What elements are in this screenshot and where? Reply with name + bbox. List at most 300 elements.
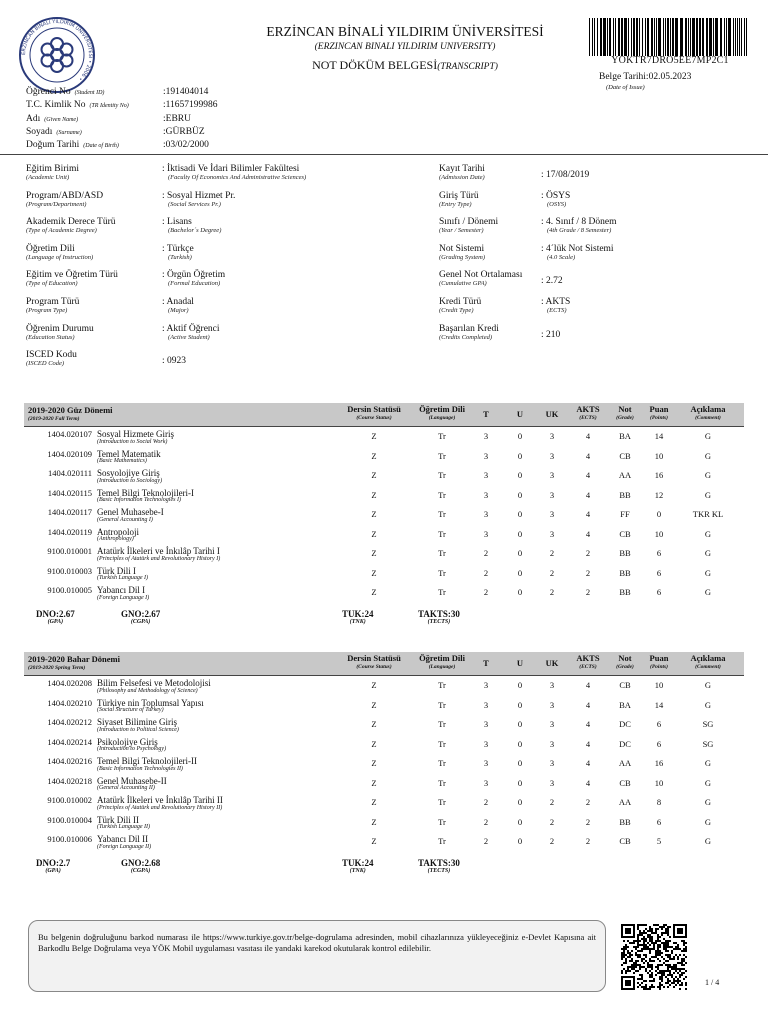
course-grade: AA	[618, 758, 632, 768]
academic-label-text: Sınıfı / Dönemi	[439, 217, 499, 228]
course-points: 12	[654, 489, 664, 500]
course-points: 10	[654, 450, 664, 461]
course-code: 9100.010001	[47, 546, 92, 556]
course-t: 2	[483, 816, 489, 827]
field-label-en: (Date of Birth)	[83, 143, 119, 150]
academic-label-en: (Language of Instruction)	[26, 253, 94, 261]
course-code: 1404.020216	[47, 756, 92, 766]
column-header-akts: AKTS	[576, 404, 600, 414]
course-name-en: (Introduction to Sociology)	[97, 477, 163, 484]
course-status: Z	[371, 699, 377, 710]
course-u: 0	[517, 797, 523, 807]
course-name-en: (Basic Information Technologies I)	[97, 497, 181, 503]
column-header-akts-en: (ECTS)	[579, 415, 597, 421]
course-uk: 3	[549, 758, 555, 768]
field-value-text: 191404014	[165, 87, 209, 97]
field-label	[26, 87, 163, 99]
qr-code-icon	[621, 924, 687, 990]
academic-value-en: (ECTS)	[547, 307, 567, 314]
academic-label	[439, 217, 498, 234]
course-code: 1404.020115	[47, 487, 92, 498]
course-comment: G	[704, 816, 712, 827]
academic-value-en: (Active Student)	[168, 333, 210, 341]
logo-ring-text: ERZİNCAN BİNALİ YILDIRIM ÜNİVERSİTESİ • 2006 •	[20, 18, 94, 82]
course-uk: 3	[549, 699, 555, 710]
course-name-en: (Principles of Atatürk and Revolutionary History I)	[97, 555, 221, 562]
course-u: 0	[517, 587, 523, 597]
field-label-text: Soyadı	[26, 126, 53, 137]
course-comment: G	[704, 797, 712, 807]
academic-value-line: : Lisans	[162, 217, 192, 228]
course-comment: SG	[702, 738, 714, 749]
course-name-en: (Introduction to Political Science)	[97, 726, 179, 733]
field-label	[26, 127, 163, 139]
academic-label	[439, 324, 499, 341]
column-header-points-en: (Points)	[649, 415, 669, 421]
academic-value-text: Örgün Öğretim	[167, 270, 226, 281]
academic-label-text: Eğitim Birimi	[26, 164, 80, 174]
course-name-en: (Turkish Language I)	[97, 575, 148, 581]
summary-takts-value: TAKTS:30	[418, 608, 460, 619]
table-row	[24, 815, 744, 835]
course-uk: 3	[549, 470, 555, 480]
field-label-text: T.C. Kimlik No	[26, 100, 86, 111]
course-lang: Tr	[438, 528, 446, 539]
course-code: 1404.020111	[48, 468, 92, 478]
course-comment: G	[704, 680, 712, 690]
column-header-points: Puan	[649, 404, 669, 414]
course-status: Z	[371, 738, 377, 749]
course-status: Z	[371, 777, 377, 788]
course-status: Z	[371, 470, 377, 480]
column-header-comment-en: (Comment)	[695, 415, 721, 421]
summary-gno-en: (CGPA)	[130, 867, 151, 874]
column-header-akts-en: (ECTS)	[579, 664, 597, 670]
course-status: Z	[371, 450, 377, 461]
course-name: Psikolojiye Giriş	[97, 736, 158, 747]
table-row	[24, 507, 744, 527]
course-akts: 4	[585, 489, 591, 500]
course-points: 6	[656, 816, 662, 827]
course-t: 2	[483, 567, 489, 578]
course-comment: G	[704, 450, 712, 461]
semester-title: 2019-2020 Güz Dönemi	[28, 405, 113, 415]
course-lang: Tr	[438, 719, 446, 729]
academic-label	[439, 191, 479, 208]
course-u: 0	[517, 836, 523, 846]
course-lang: Tr	[438, 680, 446, 690]
course-uk: 2	[549, 567, 555, 578]
course-u: 0	[517, 489, 523, 500]
course-t: 3	[483, 489, 489, 500]
course-points: 6	[656, 587, 662, 597]
academic-value	[162, 164, 306, 181]
course-akts: 2	[585, 548, 591, 558]
summary-tuk-value: TUK:24	[342, 857, 374, 868]
course-name: Türk Dili I	[97, 565, 136, 576]
verification-text: Bu belgenin doğruluğunu barkod numarası ile https://www.turkiye.gov.tr/belge-dogrulama adresinden, mobil cihazlarınıza yükleyeceğiniz e-Devlet Kapısına ait Barkodlu Belge Doğrulama veya YÖK Mobil uygulaması vasıtası ile yandaki karekod okutularak kontrol edilebilir.	[38, 932, 596, 953]
academic-value	[162, 191, 235, 208]
course-u: 0	[517, 567, 523, 578]
academic-label-en: (Grading System)	[439, 253, 486, 261]
table-row	[24, 834, 744, 854]
course-code: 1404.020218	[47, 775, 92, 786]
column-header-status-en: (Course Status)	[356, 415, 392, 421]
course-t: 2	[483, 548, 489, 558]
course-grade: BB	[619, 489, 631, 500]
course-code: 1404.020208	[47, 678, 92, 688]
field-value-text: 03/02/2000	[165, 140, 209, 151]
course-uk: 3	[549, 450, 555, 461]
course-t: 2	[483, 836, 489, 846]
course-status: Z	[371, 548, 377, 558]
course-name-en: (Principles of Atatürk and Revolutionary History II)	[97, 804, 223, 811]
academic-value-text: 4´lük Not Sistemi	[546, 243, 614, 254]
course-u: 0	[517, 548, 523, 558]
semester-title-en: (2019-2020 Fall Term)	[28, 416, 80, 422]
table-row	[24, 678, 744, 698]
course-name: Bilim Felsefesi ve Metodolojisi	[97, 678, 211, 688]
course-comment: G	[704, 587, 712, 597]
column-header-t: T	[483, 409, 489, 419]
course-u: 0	[517, 816, 523, 827]
university-seal-icon	[18, 16, 96, 94]
course-name: Türk Dili II	[97, 814, 139, 825]
course-grade: BA	[619, 431, 631, 441]
course-uk: 3	[549, 738, 555, 749]
academic-value	[162, 297, 194, 314]
field-value-text: GÜRBÜZ	[165, 126, 205, 137]
issue-date-en: (Date of Issue)	[606, 84, 645, 91]
course-points: 0	[656, 509, 662, 519]
course-lang: Tr	[438, 816, 446, 827]
course-points: 6	[656, 719, 662, 729]
field-label-text: Öğrenci No	[26, 87, 71, 97]
academic-value-text: İktisadi Ve İdari Bilimler Fakültesi	[167, 164, 300, 174]
academic-label	[26, 164, 79, 181]
academic-value-en: (OSYS)	[547, 200, 567, 208]
table-row	[24, 776, 744, 796]
course-comment: G	[704, 758, 712, 768]
student-field	[26, 127, 205, 139]
academic-value-text: 17/08/2019	[546, 170, 590, 180]
course-name: Türkiye nin Toplumsal Yapısı	[97, 697, 204, 708]
summary-tuk	[342, 859, 374, 875]
academic-label-text: Öğrenim Durumu	[26, 323, 94, 334]
table-row	[24, 449, 744, 469]
course-t: 3	[483, 719, 489, 729]
summary-dno	[36, 610, 75, 626]
academic-value-line: : 4´lük Not Sistemi	[541, 243, 614, 254]
summary-tuk-en: (TNK)	[349, 867, 366, 874]
summary-takts-en: (TECTS)	[427, 618, 451, 625]
course-t: 3	[483, 738, 489, 749]
course-comment: G	[704, 836, 712, 846]
course-u: 0	[517, 699, 523, 710]
course-uk: 2	[549, 797, 555, 807]
course-uk: 3	[549, 777, 555, 788]
course-comment: G	[704, 489, 712, 500]
document-title	[150, 58, 660, 73]
course-t: 3	[483, 450, 489, 461]
course-lang: Tr	[438, 587, 446, 597]
summary-gno	[121, 859, 160, 875]
course-t: 3	[483, 431, 489, 441]
academic-value-text: 4. Sınıf / 8 Dönem	[546, 217, 617, 228]
course-comment: G	[704, 470, 712, 480]
academic-value	[541, 276, 563, 286]
table-row	[24, 566, 744, 586]
academic-label-text: Eğitim ve Öğretim Türü	[26, 270, 118, 281]
course-code: 1404.020210	[47, 697, 92, 708]
academic-value-line: : Türkçe	[162, 243, 194, 254]
course-status: Z	[371, 680, 377, 690]
course-akts: 4	[585, 680, 591, 690]
course-lang: Tr	[438, 509, 446, 519]
course-status: Z	[371, 431, 377, 441]
course-lang: Tr	[438, 450, 446, 461]
student-field	[26, 100, 218, 112]
academic-value	[541, 330, 560, 340]
table-row	[24, 546, 744, 566]
course-comment: SG	[702, 719, 714, 729]
course-name: Sosyal Hizmete Giriş	[97, 429, 174, 439]
course-akts: 4	[585, 738, 591, 749]
summary-gno-en: (CGPA)	[130, 618, 151, 625]
academic-label-en: (Entry Type)	[439, 200, 472, 208]
academic-value-line: : Örgün Öğretim	[162, 270, 226, 281]
academic-label-text: Program Türü	[26, 297, 80, 307]
academic-label	[439, 297, 481, 314]
course-name: Genel Muhasebe-II	[97, 775, 167, 786]
course-name-en: (Basic Information Technologies II)	[97, 765, 183, 772]
course-code: 9100.010003	[47, 565, 92, 576]
course-t: 3	[483, 528, 489, 539]
divider	[0, 154, 768, 155]
course-name-en: (Basic Mathematics)	[97, 458, 147, 464]
course-uk: 2	[549, 548, 555, 558]
doc-title-en: (TRANSCRIPT)	[437, 62, 498, 72]
academic-value	[162, 270, 225, 287]
course-grade: BB	[619, 587, 631, 597]
course-name: Temel Bilgi Teknolojileri-II	[97, 756, 198, 766]
course-akts: 4	[585, 528, 591, 539]
academic-value-line: : 0923	[162, 356, 187, 367]
academic-value-line: : Anadal	[162, 297, 194, 307]
column-header-uk: UK	[545, 658, 559, 668]
academic-value-text: Aktif Öğrenci	[166, 323, 220, 334]
table-row	[24, 737, 744, 757]
academic-value-line: : Sosyal Hizmet Pr.	[162, 190, 236, 201]
summary-takts-value: TAKTS:30	[418, 857, 460, 868]
course-name: Genel Muhasebe-I	[97, 507, 164, 517]
course-name: Yabancı Dil II	[97, 834, 149, 844]
academic-label-text: ISCED Kodu	[26, 350, 77, 361]
course-status: Z	[371, 489, 377, 500]
field-label-en: (Student ID)	[74, 90, 105, 96]
academic-label	[439, 244, 485, 261]
course-akts: 4	[585, 758, 591, 768]
column-header-lang: Öğretim Dili	[419, 404, 465, 414]
field-value: :03/02/2000	[163, 140, 209, 151]
field-value-text: EBRU	[165, 113, 191, 124]
course-points: 10	[654, 680, 664, 690]
academic-value-en: (Formal Education)	[168, 280, 221, 288]
course-akts: 2	[585, 567, 591, 578]
page-number: 1 / 4	[705, 978, 720, 987]
course-u: 0	[517, 450, 523, 461]
course-u: 0	[517, 509, 523, 519]
summary-dno-en: (GPA)	[47, 618, 64, 625]
course-uk: 3	[549, 509, 555, 519]
table-row	[24, 717, 744, 737]
course-t: 3	[483, 758, 489, 768]
academic-value-text: ÖSYS	[546, 190, 571, 201]
academic-label-text: Not Sistemi	[439, 243, 485, 254]
course-lang: Tr	[438, 431, 446, 441]
column-header-grade: Not	[618, 404, 632, 414]
academic-value-text: Lisans	[167, 217, 192, 228]
field-value: :191404014	[163, 87, 209, 97]
course-points: 5	[656, 836, 662, 846]
academic-value-line: : Aktif Öğrenci	[162, 323, 220, 334]
semester-title: 2019-2020 Bahar Dönemi	[28, 654, 120, 664]
course-grade: CB	[619, 777, 631, 788]
academic-value-text: 2.72	[546, 276, 563, 287]
academic-label-en: (Type of Academic Degree)	[26, 227, 97, 235]
academic-value-en: (Major)	[168, 307, 189, 314]
column-header-comment-en: (Comment)	[695, 664, 721, 670]
table-row	[24, 527, 744, 547]
summary-tuk	[342, 610, 374, 626]
academic-label-en: (Cumulative GPA)	[439, 280, 487, 288]
university-title: ERZİNCAN BİNALİ YILDIRIM ÜNİVERSİTESİ	[266, 24, 544, 39]
academic-label-text: Genel Not Ortalaması	[439, 270, 523, 281]
column-header-lang-en: (Language)	[428, 415, 456, 421]
academic-label	[439, 270, 522, 287]
column-header-u: U	[516, 658, 524, 668]
course-uk: 3	[549, 431, 555, 441]
academic-value-line: : 2.72	[541, 276, 563, 287]
academic-label-en: (ISCED Code)	[26, 360, 65, 368]
course-akts: 4	[585, 699, 591, 710]
academic-label-en: (Program/Department)	[26, 200, 87, 208]
course-uk: 3	[549, 489, 555, 500]
course-t: 3	[483, 699, 489, 710]
course-lang: Tr	[438, 738, 446, 749]
course-points: 6	[656, 567, 662, 578]
course-akts: 4	[585, 719, 591, 729]
course-uk: 2	[549, 587, 555, 597]
course-t: 3	[483, 777, 489, 788]
course-name-en: (Philosophy and Methodology of Science)	[97, 687, 198, 694]
semester-header	[24, 652, 744, 676]
academic-label-en: (Type of Education)	[26, 280, 78, 288]
academic-value-text: AKTS	[545, 297, 571, 307]
course-comment: G	[704, 548, 712, 558]
academic-value	[162, 217, 221, 234]
academic-label-text: Kayıt Tarihi	[439, 164, 485, 174]
course-grade: CB	[619, 680, 631, 690]
course-name: Siyaset Bilimine Giriş	[97, 717, 177, 727]
course-grade: BA	[619, 699, 631, 710]
column-header-uk: UK	[545, 409, 559, 419]
course-name-en: (Introduction to Psychology)	[97, 746, 167, 752]
course-u: 0	[517, 758, 523, 768]
course-akts: 4	[585, 431, 591, 441]
course-code: 9100.010006	[47, 834, 92, 844]
field-value: :11657199986	[163, 100, 218, 111]
student-field	[26, 87, 208, 99]
academic-value	[541, 217, 616, 234]
course-name: Temel Matematik	[97, 448, 161, 459]
table-row	[24, 756, 744, 776]
column-header-status-en: (Course Status)	[356, 664, 392, 670]
course-uk: 3	[549, 680, 555, 690]
course-t: 3	[483, 680, 489, 690]
academic-label	[26, 297, 79, 314]
academic-value-en: (Social Services Pr.)	[168, 200, 221, 208]
university-title-en: (ERZINCAN BINALI YILDIRIM UNIVERSITY)	[314, 42, 496, 52]
academic-value-text: Sosyal Hizmet Pr.	[167, 190, 236, 201]
field-label-text: Doğum Tarihi	[26, 140, 80, 151]
academic-label-en: (Academic Unit)	[26, 174, 70, 181]
table-row	[24, 585, 744, 605]
academic-label-en: (Program Type)	[26, 307, 68, 314]
course-code: 1404.020117	[47, 507, 92, 517]
course-uk: 3	[549, 528, 555, 539]
academic-value-text: 0923	[167, 356, 187, 367]
field-label	[26, 140, 163, 152]
academic-value-line: : İktisadi Ve İdari Bilimler Fakültesi	[162, 164, 300, 174]
course-akts: 2	[585, 836, 591, 846]
academic-label-text: Kredi Türü	[439, 297, 482, 307]
summary-dno-value: DNO:2.7	[36, 857, 71, 868]
course-points: 16	[654, 758, 664, 768]
course-comment: G	[704, 699, 712, 710]
column-header-u: U	[516, 409, 524, 419]
column-header-grade-en: (Grade)	[616, 664, 634, 670]
course-uk: 2	[549, 816, 555, 827]
course-status: Z	[371, 587, 377, 597]
academic-value-line: : ÖSYS	[541, 190, 571, 201]
course-u: 0	[517, 777, 523, 788]
academic-value-line: : 210	[541, 329, 561, 340]
summary-tuk-value: TUK:24	[342, 608, 374, 619]
course-lang: Tr	[438, 489, 446, 500]
course-akts: 2	[585, 587, 591, 597]
academic-label-en: (Education Status)	[26, 333, 75, 341]
course-akts: 4	[585, 777, 591, 788]
issue-date	[599, 72, 691, 82]
course-comment: G	[704, 431, 712, 441]
field-value: :GÜRBÜZ	[163, 126, 205, 137]
academic-value	[541, 297, 570, 314]
course-uk: 2	[549, 836, 555, 846]
course-code: 9100.010005	[47, 585, 92, 595]
summary-gno-value: GNO:2.68	[121, 857, 161, 868]
course-points: 6	[656, 548, 662, 558]
doc-title-tr: NOT DÖKÜM BELGESİ	[312, 58, 438, 72]
course-grade: FF	[620, 509, 630, 519]
academic-value-text: Türkçe	[166, 243, 194, 254]
column-header-status: Dersin Statüsü	[347, 404, 401, 414]
table-row	[24, 698, 744, 718]
course-akts: 4	[585, 509, 591, 519]
student-field	[26, 140, 209, 152]
academic-label-text: Öğretim Dili	[26, 243, 75, 254]
academic-label	[26, 270, 118, 287]
